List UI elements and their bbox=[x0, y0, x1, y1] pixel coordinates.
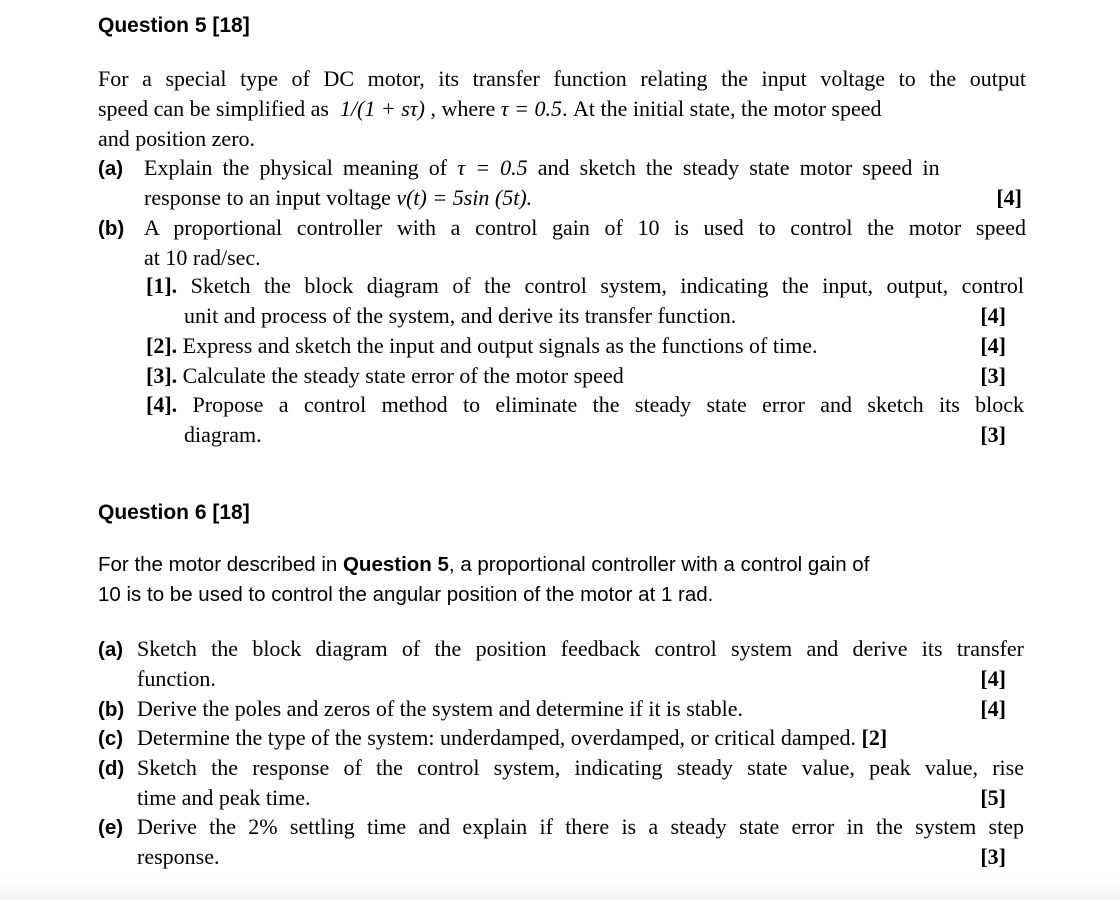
subpart-3-line-1 bbox=[146, 361, 1024, 391]
part-a-line-2 bbox=[144, 183, 1026, 213]
question-6-part-c bbox=[98, 723, 1024, 753]
subpart-label: [1]. bbox=[146, 273, 178, 298]
subpart-2-line-1 bbox=[146, 331, 1024, 361]
part-a-text-segment: response to an input voltage bbox=[144, 184, 391, 210]
q6-part-a-line-1: Sketch the block diagram of the position feedback control system and derive its transfer bbox=[137, 636, 1024, 661]
intro-text-segment: . At the initial state, the motor speed bbox=[561, 95, 882, 121]
marks-badge: [2] bbox=[861, 725, 888, 750]
q6-part-c-line-1 bbox=[137, 723, 1024, 753]
part-text: time and peak time. bbox=[137, 784, 311, 810]
subpart-text: unit and process of the system, and derive its transfer function. bbox=[184, 302, 737, 328]
subpart-text: diagram. bbox=[184, 421, 262, 447]
part-text: Determine the type of the system: underdamped, overdamped, or critical damped. bbox=[137, 725, 857, 750]
part-a-line-1 bbox=[144, 153, 1026, 183]
question-5-part-b bbox=[98, 213, 1026, 273]
part-label: (d) bbox=[98, 757, 125, 780]
part-label: (a) bbox=[98, 157, 124, 180]
subpart-2 bbox=[146, 331, 1024, 361]
part-b-line-1: A proportional controller with a control gain of 10 is used to control the motor speed bbox=[144, 215, 1026, 240]
q6-part-b-line-1 bbox=[137, 694, 1024, 724]
transfer-function-expression: 1/(1 + sτ) bbox=[339, 95, 425, 121]
q6-part-d-line-1: Sketch the response of the control system, indicating steady state value, peak value, rise bbox=[137, 755, 1024, 780]
subpart-label: [4]. bbox=[146, 392, 178, 417]
q6-part-e-line-1: Derive the 2% settling time and explain if there is a steady state error in the system step bbox=[137, 814, 1024, 839]
input-voltage-expression: v(t) = 5sin (5t). bbox=[396, 184, 533, 210]
part-label: (b) bbox=[98, 217, 125, 240]
part-text: function. bbox=[137, 665, 216, 691]
page-bottom-shade bbox=[0, 874, 1120, 900]
part-b-line-2: at 10 rad/sec. bbox=[144, 244, 261, 270]
question-6-part-d bbox=[98, 753, 1024, 813]
subpart-text: Express and sketch the input and output signals as the functions of time. bbox=[182, 333, 818, 358]
question-6-intro-line-1 bbox=[98, 550, 1026, 580]
subpart-4-line-2 bbox=[146, 420, 1024, 450]
question-6-part-a bbox=[98, 634, 1024, 694]
intro-text-segment: , where bbox=[430, 95, 496, 121]
question-5-intro-line-3: and position zero. bbox=[98, 125, 256, 151]
q6-part-d-line-2 bbox=[137, 783, 1024, 813]
subpart-1-line-2 bbox=[146, 301, 1024, 331]
subpart-label: [3]. bbox=[146, 363, 178, 388]
marks-badge: [4] bbox=[980, 665, 1006, 691]
question-6-heading: Question 6 [18] bbox=[98, 501, 250, 524]
marks-badge: [3] bbox=[980, 421, 1006, 447]
question-5-heading: Question 5 [18] bbox=[98, 14, 250, 37]
question-5-intro-line-2 bbox=[98, 94, 1026, 124]
part-text: Derive the poles and zeros of the system and determine if it is stable. bbox=[137, 696, 744, 721]
intro-text-segment: , a proportional controller with a control gain of bbox=[448, 553, 870, 576]
part-text: response. bbox=[137, 843, 220, 869]
part-label: (c) bbox=[98, 727, 124, 750]
question-5-intro bbox=[98, 64, 1026, 153]
part-a-text-segment: Explain the physical meaning of bbox=[144, 155, 448, 180]
part-label: (a) bbox=[98, 638, 124, 661]
subpart-4-line-1 bbox=[146, 390, 1024, 420]
subpart-text: Propose a control method to eliminate the steady state error and sketch its block bbox=[192, 392, 1024, 417]
question-6-intro-line-2: 10 is to be used to control the angular position of the motor at 1 rad. bbox=[98, 583, 714, 606]
question-5-intro-line-1: For a special type of DC motor, its transfer function relating the input voltage to the output bbox=[98, 66, 1026, 91]
marks-badge: [4] bbox=[980, 696, 1006, 721]
question-reference: Question 5 bbox=[342, 553, 449, 576]
subpart-text: Calculate the steady state error of the motor speed bbox=[182, 363, 624, 388]
tau-value: τ = 0.5 bbox=[500, 95, 562, 121]
question-6-part-b bbox=[98, 694, 1024, 724]
subpart-1-line-1 bbox=[146, 271, 1024, 301]
subpart-3 bbox=[146, 361, 1024, 391]
question-6-part-e bbox=[98, 812, 1024, 872]
marks-badge: [4] bbox=[996, 184, 1022, 210]
subpart-text: Sketch the block diagram of the control system, indicating the input, output, control bbox=[190, 273, 1025, 298]
question-5-part-a bbox=[98, 153, 1026, 213]
marks-badge: [5] bbox=[980, 784, 1006, 810]
tau-value: τ = 0.5 bbox=[457, 155, 528, 180]
subpart-label: [2]. bbox=[146, 333, 178, 358]
q6-part-a-line-2 bbox=[137, 664, 1024, 694]
intro-text-segment: speed can be simplified as bbox=[98, 95, 329, 121]
part-a-text-segment: and sketch the steady state motor speed in bbox=[537, 155, 940, 180]
intro-text-segment: For the motor described in bbox=[98, 553, 338, 576]
subpart-4 bbox=[146, 390, 1024, 450]
marks-badge: [4] bbox=[980, 333, 1006, 358]
subpart-1 bbox=[146, 271, 1024, 331]
question-6-intro bbox=[98, 550, 1026, 610]
marks-badge: [3] bbox=[980, 843, 1006, 869]
marks-badge: [3] bbox=[980, 363, 1006, 388]
part-label: (b) bbox=[98, 698, 125, 721]
q6-part-e-line-2 bbox=[137, 842, 1024, 872]
marks-badge: [4] bbox=[980, 302, 1006, 328]
part-label: (e) bbox=[98, 816, 124, 839]
